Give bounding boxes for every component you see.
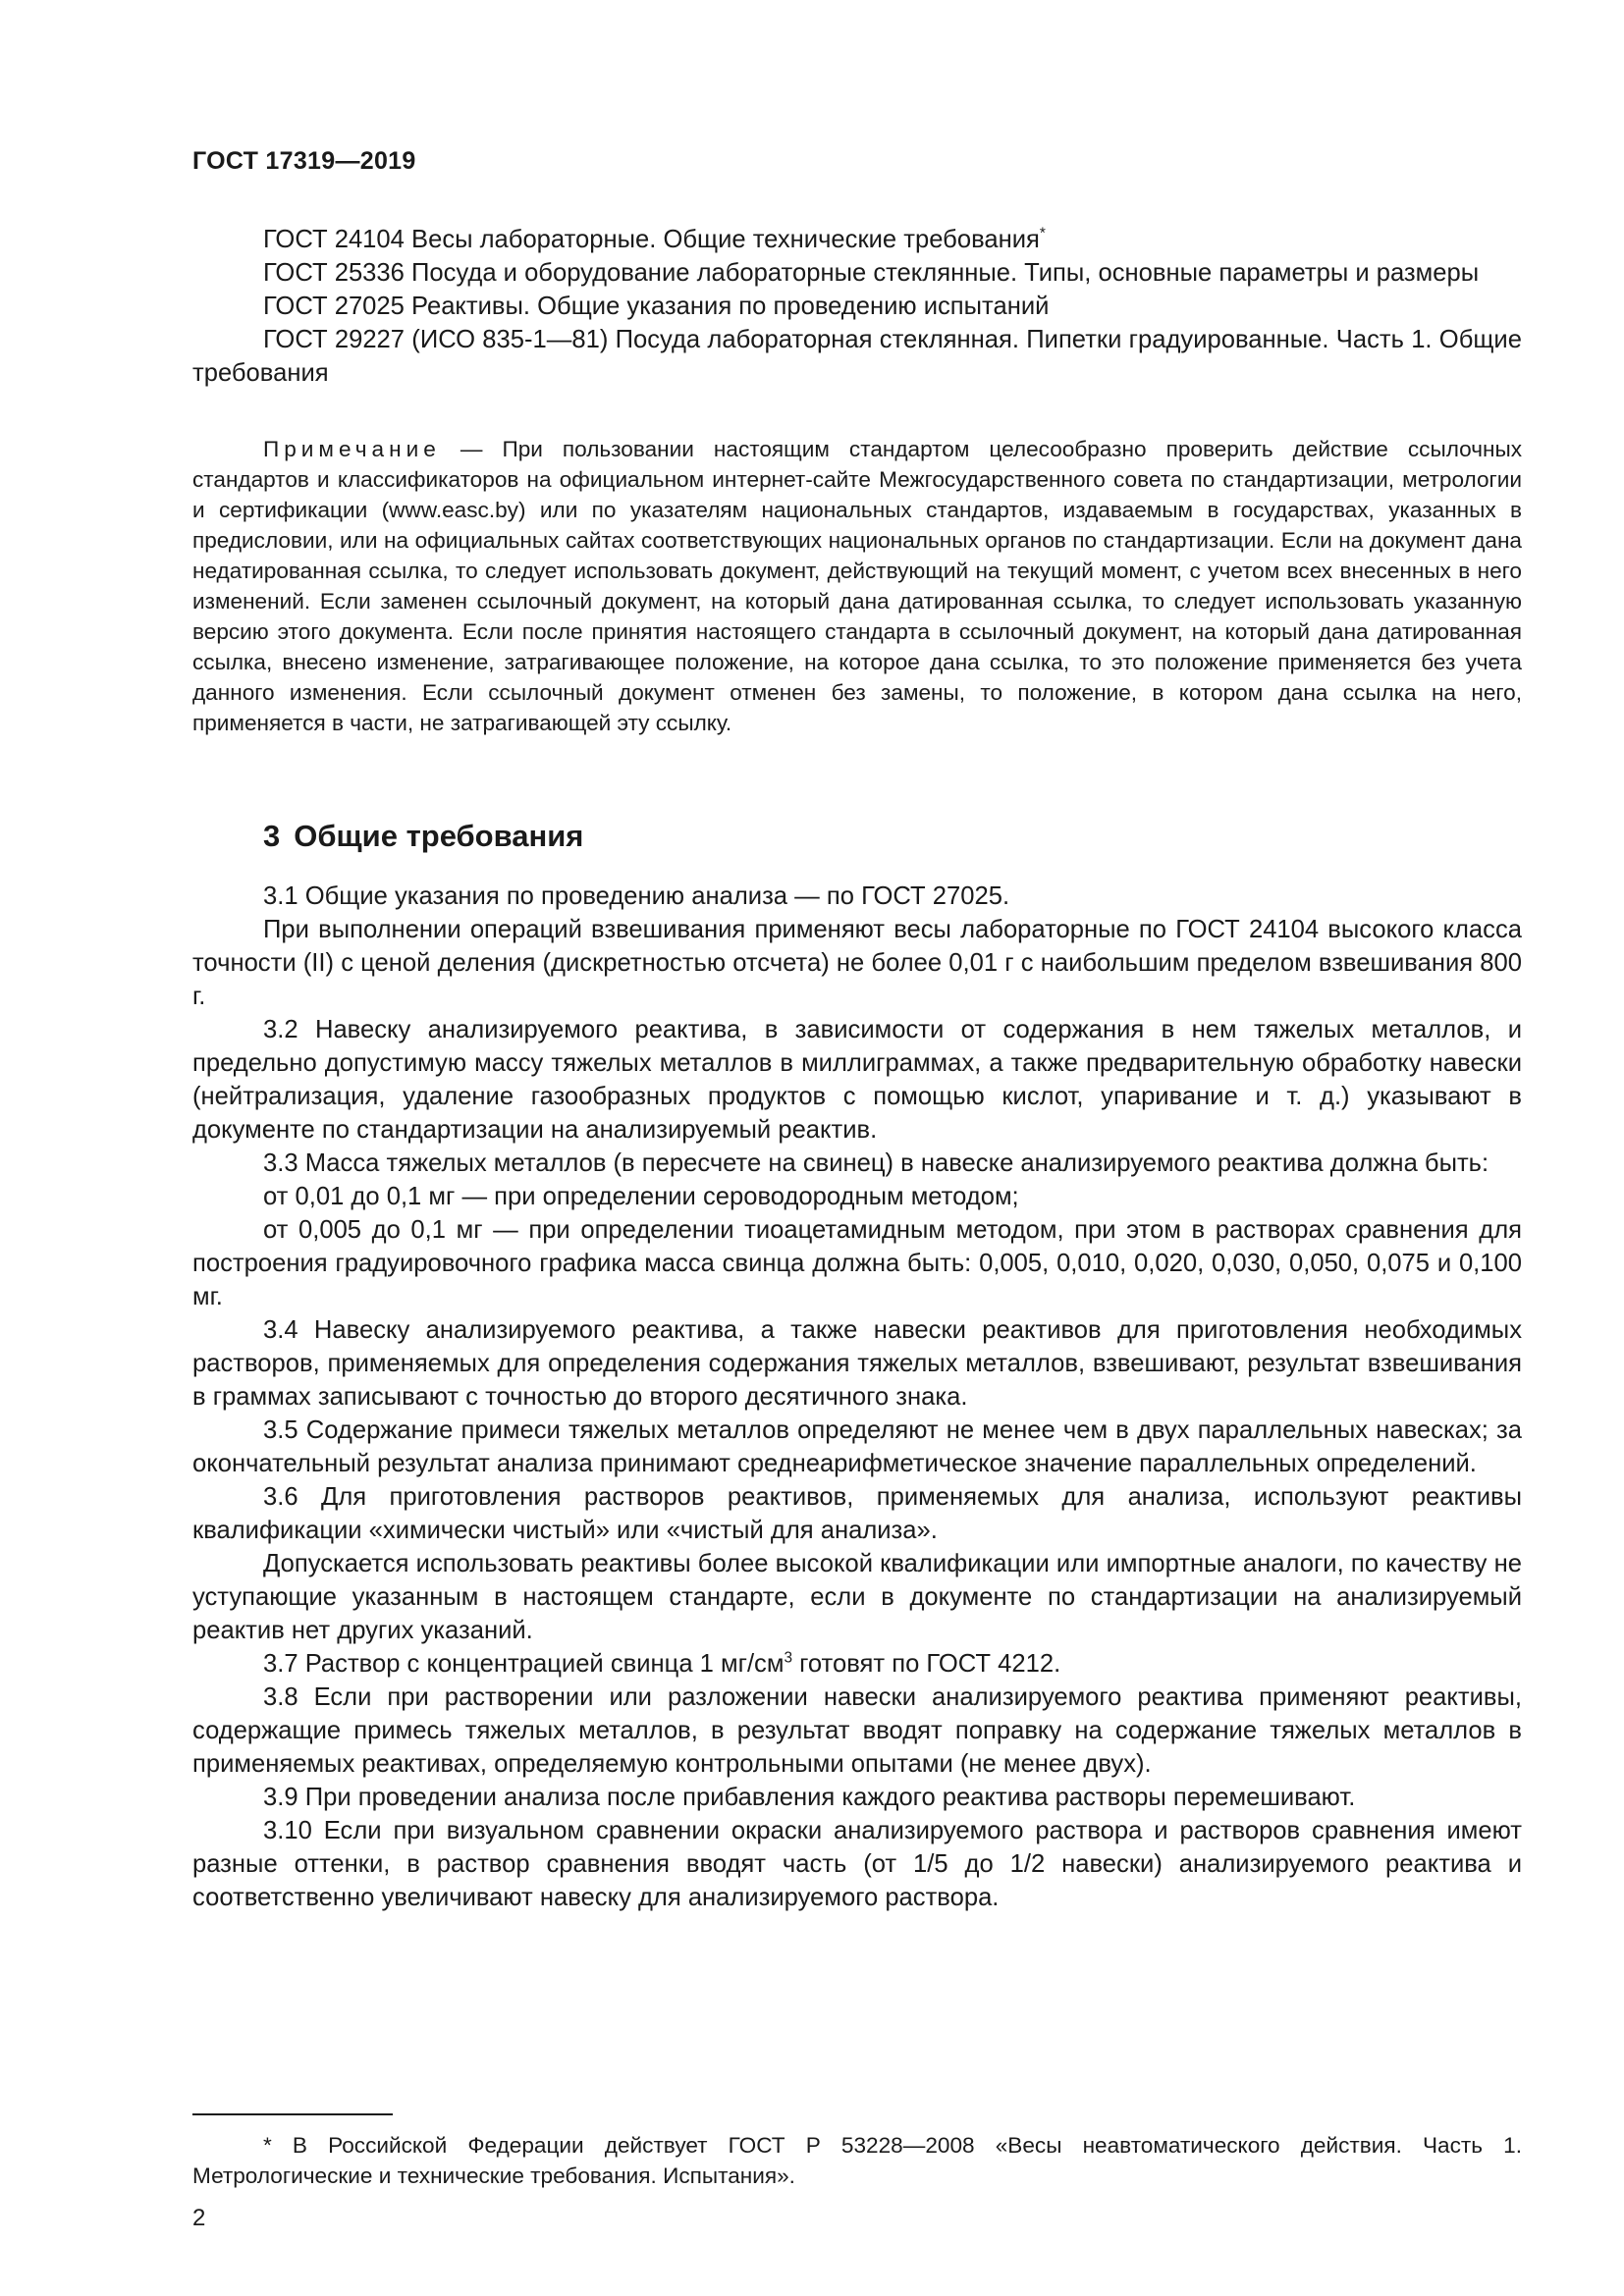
clause-text: 3.7 Раствор с концентрацией свинца 1 мг/см [263, 1650, 785, 1678]
reference-item [192, 256, 1522, 290]
clause-paragraph: 3.4 Навеску анализируемого реактива, а также навески реактивов для приготовления необходимых растворов, применяемых для определения содержания тяжелых металлов, взвешивают, результат взвешивания в граммах записывают с точностью до второго десятичного знака. [192, 1316, 1522, 1411]
reference-code: ГОСТ 24104 [263, 226, 405, 253]
clause-paragraph: При выполнении операций взвешивания применяют весы лабораторные по ГОСТ 24104 высокого класса точности (II) с ценой деления (дискретностью отсчета) не более 0,01 г с наибольшим пределом взвешивания 800 г. [192, 916, 1522, 1010]
section-number: 3 [263, 819, 281, 853]
clause-paragraph: 3.2 Навеску анализируемого реактива, в зависимости от содержания в нем тяжелых металлов, и предельно допустимую массу тяжелых металлов в миллиграммах, а также предварительную обработку навески (нейтрализация, удаление газообразных продуктов с помощью кислот, упаривание и т. д.) указывают в документе по стандартизации на анализируемый реактив. [192, 1016, 1522, 1144]
clause-paragraph: от 0,005 до 0,1 мг — при определении тиоацетамидным методом, при этом в растворах сравнения для построения градуировочного графика масса свинца должна быть: 0,005, 0,010, 0,020, 0,030, 0,050, 0,075 и 0,100 мг. [192, 1216, 1522, 1310]
section-title: Общие требования [294, 819, 584, 853]
clause-paragraph [192, 1647, 1522, 1681]
clause-paragraph: 3.9 При проведении анализа после прибавления каждого реактива растворы перемешивают. [263, 1784, 1356, 1811]
reference-item [192, 223, 1522, 256]
reference-title: Весы лабораторные. Общие технические требования [411, 226, 1040, 253]
note-paragraph [192, 434, 1522, 738]
footnote [192, 2130, 1522, 2191]
note-dash: — [440, 437, 503, 461]
reference-title: Посуда и оборудование лабораторные стеклянные. Типы, основные параметры и размеры [411, 259, 1480, 287]
clause-paragraph: 3.10 Если при визуальном сравнении окраски анализируемого раствора и растворов сравнения имеют разные оттенки, в раствор сравнения вводят часть (от 1/5 до 1/2 навески) анализируемого реактива и соответственно увеличивают навеску для анализируемого раствора. [192, 1817, 1522, 1911]
note-label: Примечание [263, 437, 441, 461]
clause-paragraph: 3.6 Для приготовления растворов реактивов, применяемых для анализа, используют реактивы квалификации «химически чистый» или «чистый для анализа». [192, 1483, 1522, 1544]
reference-item [192, 290, 1522, 323]
clause-paragraph: 3.3 Масса тяжелых металлов (в пересчете на свинец) в навеске анализируемого реактива должна быть: [263, 1149, 1489, 1177]
reference-code: ГОСТ 25336 [263, 259, 405, 287]
reference-title: (ИСО 835-1—81) Посуда лабораторная стеклянная. Пипетки градуированные. Часть 1. Общие требования [192, 326, 1522, 387]
clause-paragraph: 3.1 Общие указания по проведению анализа — по ГОСТ 27025. [263, 882, 1010, 910]
clause-paragraph: 3.5 Содержание примеси тяжелых металлов определяют не менее чем в двух параллельных навесках; за окончательный результат анализа принимают среднеарифметическое значение параллельных определений. [192, 1416, 1522, 1477]
superscript: 3 [784, 1649, 792, 1667]
note-block [192, 434, 1522, 738]
footnote-text: * В Российской Федерации действует ГОСТ Р 53228—2008 «Весы неавтоматического действия. Часть 1. Метрологические и технические требования. Испытания». [192, 2133, 1522, 2188]
clause-text: готовят по ГОСТ 4212. [792, 1650, 1061, 1678]
page-number: 2 [192, 2205, 206, 2231]
section-body [192, 880, 1522, 1914]
clause-paragraph: 3.8 Если при растворении или разложении навески анализируемого реактива применяют реактивы, содержащие примесь тяжелых металлов, в результат вводят поправку на содержание тяжелых металлов в применяемых реактивах, определяемую контрольными опытами (не менее двух). [192, 1683, 1522, 1778]
normative-references [192, 223, 1522, 390]
note-text: При пользовании настоящим стандартом целесообразно проверить действие ссылочных стандартов и классификаторов на официальном интернет-сайте Межгосударственного совета по стандартизации, метрологии и сертификации (www.easc.by) или по указателям национальных стандартов, издаваемым в государствах, указанных в предисловии, или на официальных сайтах соответствующих национальных органов по стандартизации. Если на документ дана недатированная ссылка, то следует использовать документ, действующий на текущий момент, с учетом всех внесенных в него изменений. Если заменен ссылочный документ, на который дана датированная ссылка, то следует использовать указанную версию этого документа. Если после принятия настоящего стандарта в ссылочный документ, на который дана датированная ссылка, внесено изменение, затрагивающее положение, на которое дана ссылка, то это положение применяется без учета данного изменения. Если ссылочный документ отменен без замены, то положение, в котором дана ссылка на него, применяется в части, не затрагивающей эту ссылку. [192, 437, 1522, 735]
reference-item [192, 323, 1522, 390]
document-header: ГОСТ 17319—2019 [192, 147, 416, 175]
reference-code: ГОСТ 27025 [263, 293, 405, 320]
footnote-divider [192, 2113, 393, 2115]
footnote-marker: * [1039, 225, 1046, 242]
clause-paragraph: от 0,01 до 0,1 мг — при определении сероводородным методом; [263, 1183, 1019, 1210]
reference-code: ГОСТ 29227 [263, 326, 406, 353]
reference-title: Реактивы. Общие указания по проведению испытаний [411, 293, 1050, 320]
clause-paragraph: Допускается использовать реактивы более высокой квалификации или импортные аналоги, по качеству не уступающие указанным в настоящем стандарте, если в документе по стандартизации на анализируемый реактив нет других указаний. [192, 1550, 1522, 1644]
section-heading [263, 819, 583, 854]
